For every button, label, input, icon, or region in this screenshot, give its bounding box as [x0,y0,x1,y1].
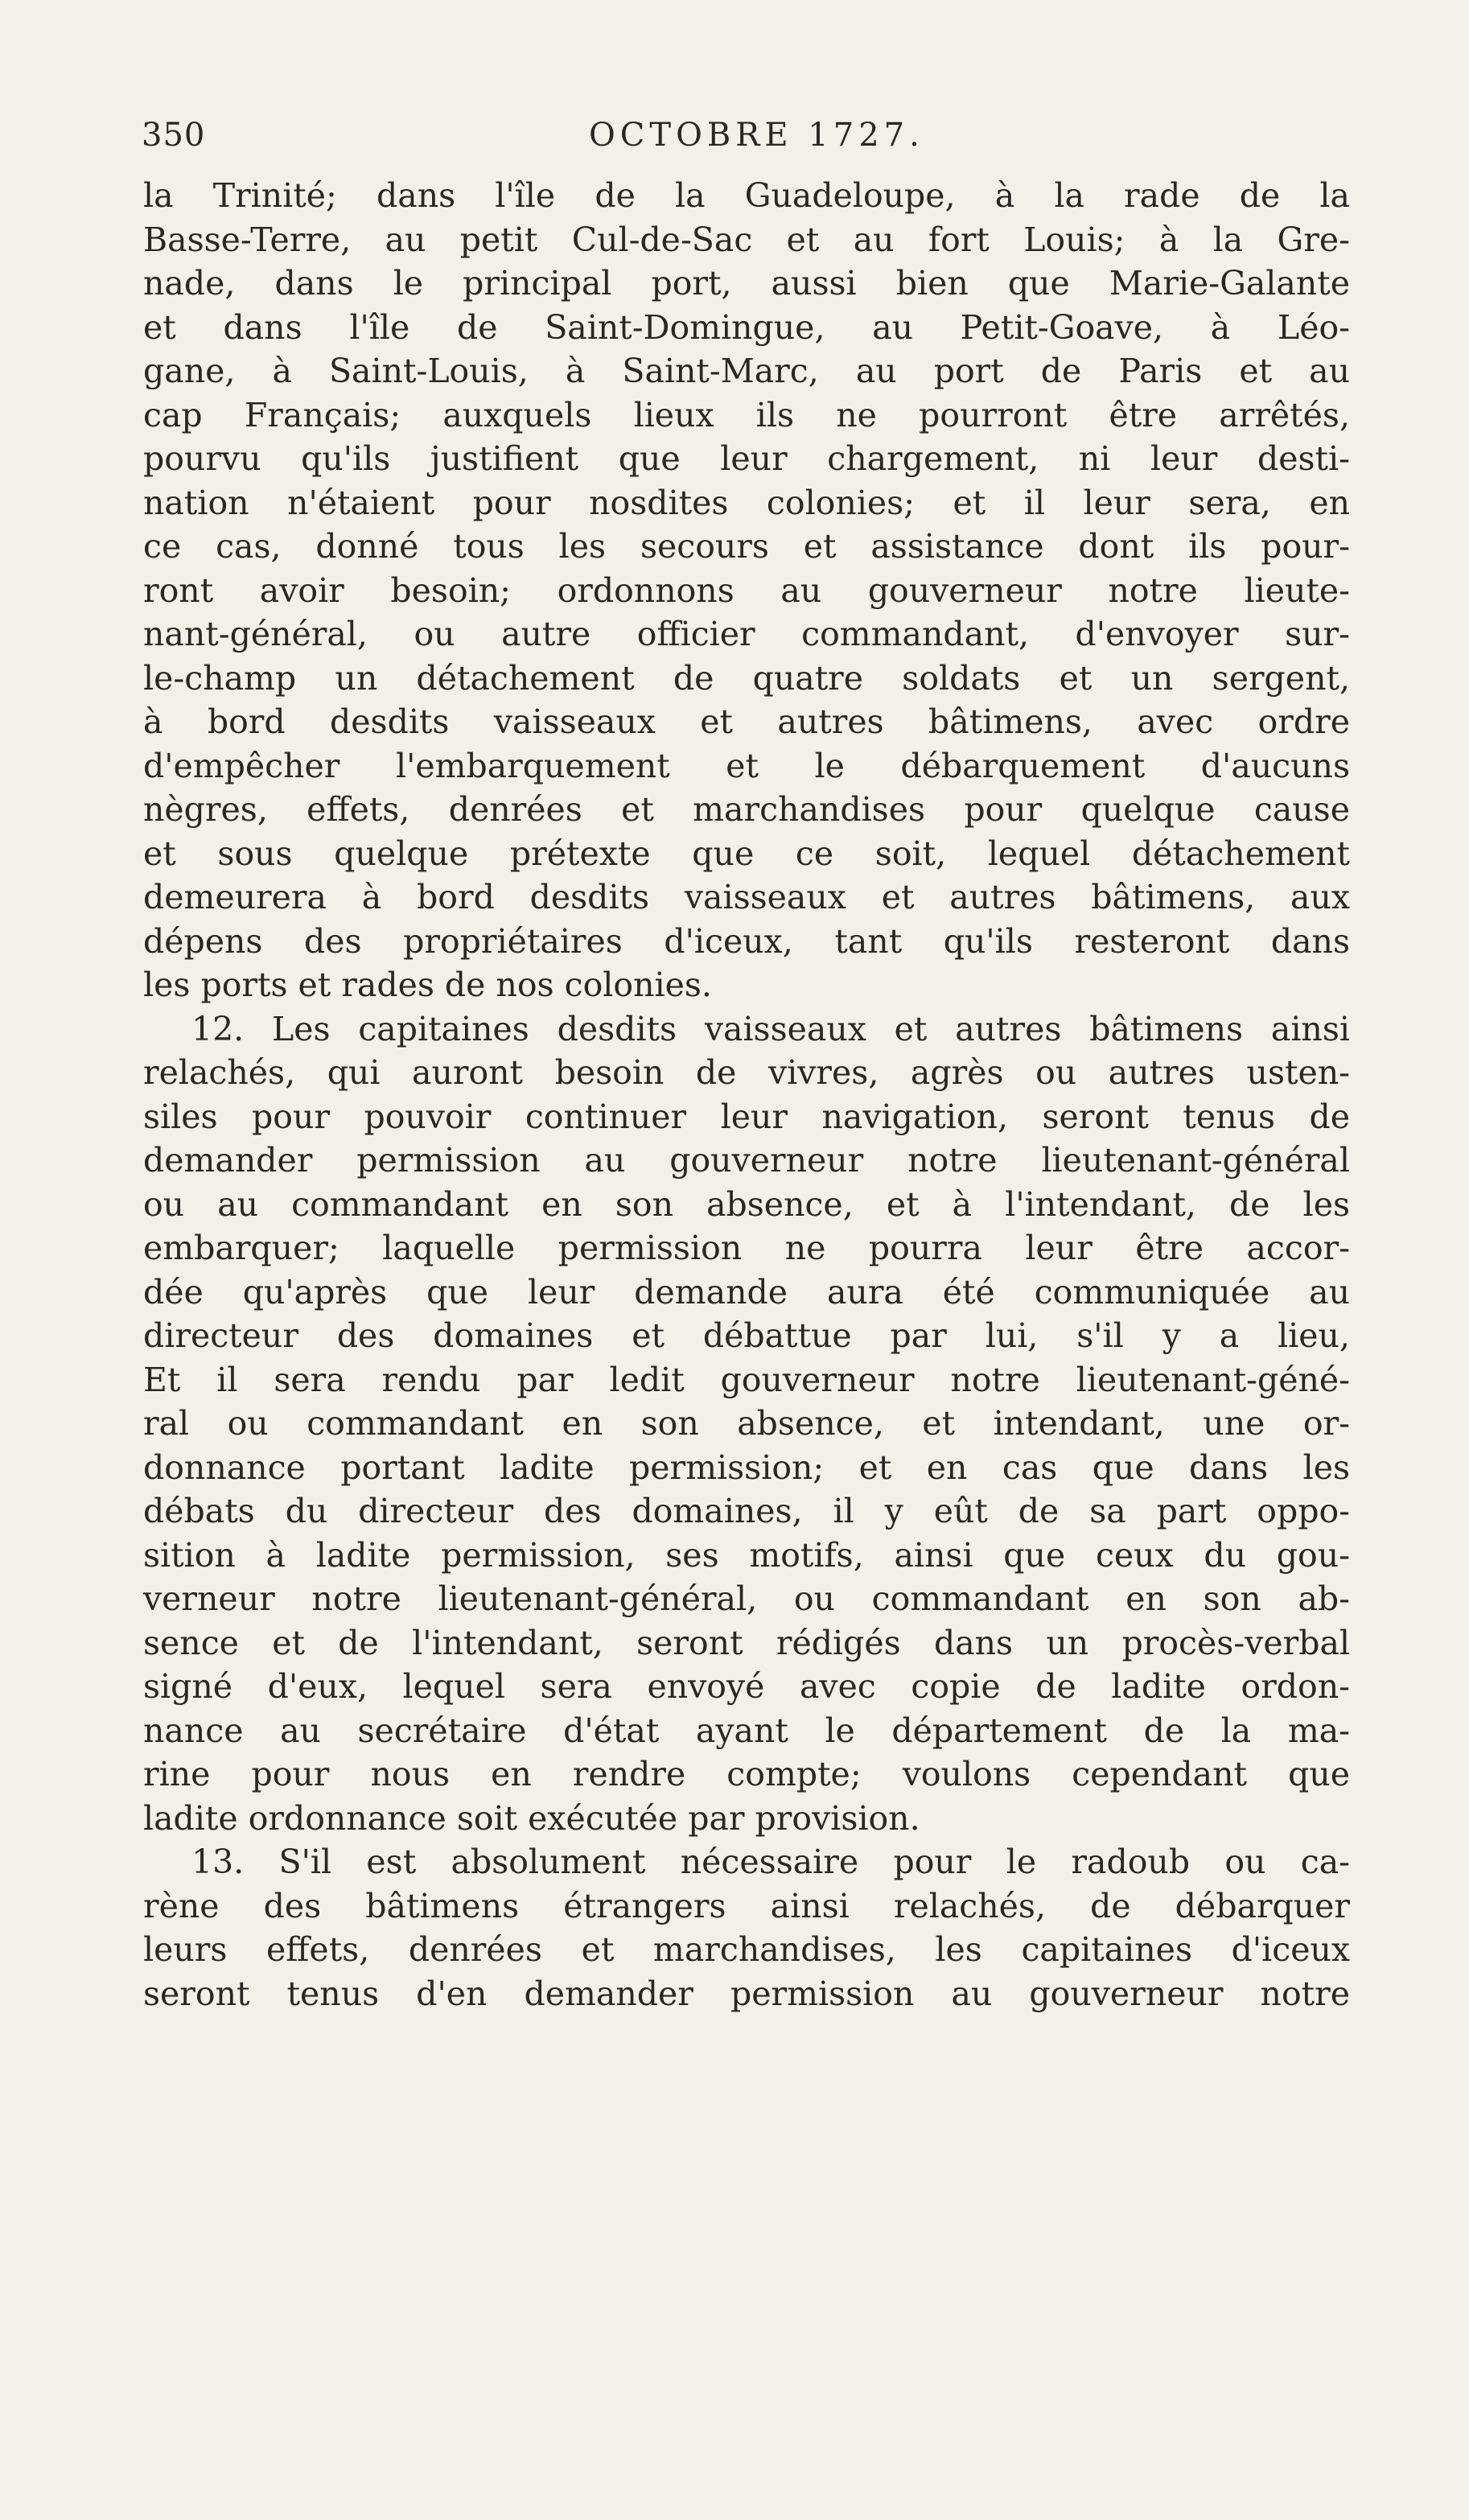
text-line: directeur des domaines et débattue par lui, s'il y a lieu, [143,1316,1350,1355]
text-line: sence et de l'intendant, seront rédigés dans un procès-verbal [143,1623,1350,1662]
text-line: leurs effets, denrées et marchandises, les capitaines d'iceux [143,1930,1350,1969]
text-line: demander permission au gouverneur notre lieutenant-général [143,1141,1350,1180]
text-line: les ports et rades de nos colonies. [143,966,712,1004]
text-line: dépens des propriétaires d'iceux, tant qu'ils resteront dans [143,921,1350,961]
text-line: ce cas, donné tous les secours et assistance dont ils pour- [143,527,1350,566]
body-text [143,174,1350,2016]
text-line: relachés, qui auront besoin de vivres, agrès ou autres usten- [143,1053,1350,1092]
text-line: à bord desdits vaisseaux et autres bâtimens, avec ordre [143,702,1350,741]
text-line: dée qu'après que leur demande aura été communiquée au [143,1272,1350,1311]
text-line: demeurera à bord desdits vaisseaux et autres bâtimens, aux [143,878,1350,916]
text-line: nègres, effets, denrées et marchandises pour quelque cause [143,790,1350,829]
page-number: 350 [142,117,206,154]
text-line: ou au commandant en son absence, et à l'intendant, de les [143,1184,1350,1224]
text-line: débats du directeur des domaines, il y eût de sa part oppo- [143,1492,1350,1530]
text-line: et dans l'île de Saint-Domingue, au Petit-Goave, à Léo- [143,307,1350,347]
text-line: siles pour pouvoir continuer leur navigation, seront tenus de [143,1097,1350,1136]
text-line: gane, à Saint-Louis, à Saint-Marc, au port de Paris et au [143,352,1350,390]
text-line: nance au secrétaire d'état ayant le département de la ma- [143,1711,1350,1750]
text-line: ral ou commandant en son absence, et intendant, une or- [143,1404,1350,1443]
text-line: nant-général, ou autre officier commandant, d'envoyer sur- [143,615,1350,653]
text-line: le-champ un détachement de quatre soldats et un sergent, [143,658,1350,698]
article-13-start: 13. S'il est absolument nécessaire pour le radoub ou ca- [191,1843,1350,1881]
text-line: ladite ordonnance soit exécutée par provision. [143,1798,920,1838]
text-line: Et il sera rendu par ledit gouverneur notre lieutenant-géné- [143,1360,1350,1399]
text-line: embarquer; laquelle permission ne pourra leur être accor- [143,1229,1350,1267]
text-line: rène des bâtimens étrangers ainsi relachés, de débarquer [143,1886,1350,1925]
text-line: rine pour nous en rendre compte; voulons cependant que [143,1755,1350,1793]
text-line: donnance portant ladite permission; et en cas que dans les [143,1447,1350,1487]
text-line: et sous quelque prétexte que ce soit, lequel détachement [143,834,1350,873]
text-line: ront avoir besoin; ordonnons au gouverneur notre lieute- [143,570,1350,610]
text-line: d'empêcher l'embarquement et le débarquement d'aucuns [143,746,1350,785]
article-12-start: 12. Les capitaines desdits vaisseaux et autres bâtimens ainsi [191,1009,1350,1048]
text-line: la Trinité; dans l'île de la Guadeloupe, à la rade de la [143,176,1350,215]
text-line: seront tenus d'en demander permission au gouverneur notre [143,1974,1350,2013]
text-line: nation n'étaient pour nosdites colonies; et il leur sera, en [143,483,1350,522]
text-line: pourvu qu'ils justifient que leur chargement, ni leur desti- [143,439,1350,478]
text-line: Basse-Terre, au petit Cul-de-Sac et au fort Louis; à la Gre- [143,220,1350,259]
text-line: verneur notre lieutenant-général, ou commandant en son ab- [143,1579,1350,1618]
text-line: cap Français; auxquels lieux ils ne pourront être arrêtés, [143,395,1350,434]
text-line: sition à ladite permission, ses motifs, ainsi que ceux du gou- [143,1535,1350,1575]
page-header [142,114,1348,163]
text-line: signé d'eux, lequel sera envoyé avec copie de ladite ordon- [143,1667,1350,1706]
running-head: OCTOBRE 1727. [589,117,924,154]
text-line: nade, dans le principal port, aussi bien que Marie-Galante [143,264,1350,303]
